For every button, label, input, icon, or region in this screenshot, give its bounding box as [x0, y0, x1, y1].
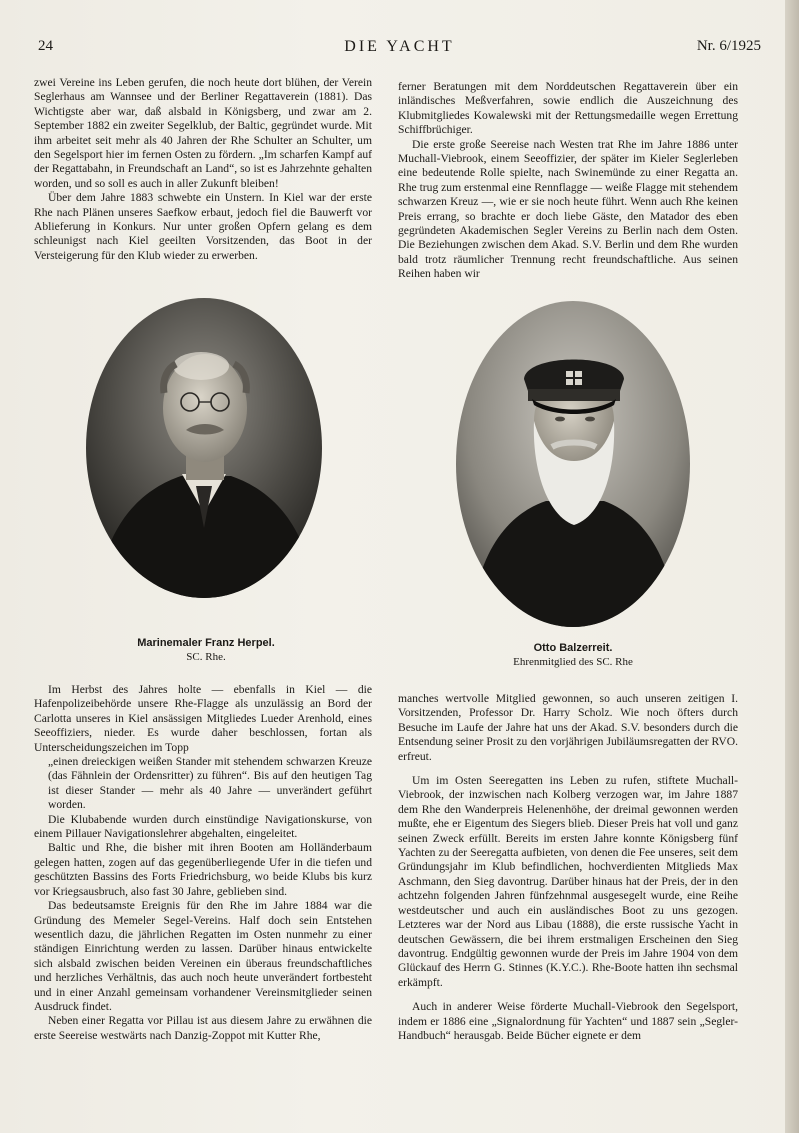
quote-paragraph: „einen dreieckigen weißen Stander mit stehendem schwarzen Kreuze (das Fähnlein der Ordensritter) zu führen“. Bis auf den heutigen Tag ist dieser Stander — mehr als 40 Jahre — unverändert geführt worden.: [48, 755, 372, 812]
paragraph: Auch in anderer Weise förderte Muchall-Viebrook den Segelsport, indem er 1886 eine „Signalordnung für Yachten“ und 1887 sein „Segler-Handbuch“ herausgab. Beide Bücher eignete er dem: [398, 1000, 738, 1042]
portrait-otto-balzerreit: [456, 301, 690, 627]
issue-number: Nr. 6/1925: [696, 38, 761, 54]
right-column-bottom: [398, 692, 738, 1043]
paragraph: ferner Beratungen mit dem Norddeutschen Regattaverein über ein inländisches Meßverfahren, sowie endlich die Auszeichnung des Klubmitgliedes Kowalewski mit der Rettungsmedaille wegen Errettung Schiffbrüchiger.: [398, 80, 738, 137]
left-column-top: [34, 76, 372, 263]
journal-title: DIE YACHT: [344, 38, 455, 55]
paragraph: manches wertvolle Mitglied gewonnen, so auch unseren zeitigen I. Vorsitzenden, Professor Dr. Harry Scholz. Wie noch öfters durch Besuche im Laufe der Jahre hat uns der Akad. S.V. besonders durch die Entsendung seiner Prosit zu den vorjährigen Jubiläumsregatten der RVO. erfreut.: [398, 692, 738, 763]
paragraph: Baltic und Rhe, die bisher mit ihren Booten am Holländerbaum gelegen hatten, zogen auf das gegenüberliegende Ufer in die tiefen und geschützten Bassins des Forts Friedrichsburg, wo beide Klubs bis kurz vor Kriegsausbruch, also fast 30 Jahre, geblieben sind.: [34, 841, 372, 898]
paragraph: Über dem Jahre 1883 schwebte ein Unstern. In Kiel war der erste Rhe nach Plänen unseres Saefkow erbaut, jedoch fiel die Bauwerft vor Ablieferung in Konkurs. Nur unter großen Opfern gelang es dem schleunigst nach Kiel geeilten Vorsitzenden, das Boot in der Versteigerung für den Klub wieder zu erwerben.: [34, 191, 372, 262]
paragraph: Um im Osten Seeregatten ins Leben zu rufen, stiftete Muchall-Viebrook, der inzwischen nach Kolberg verzogen war, im Jahre 1887 dem Rhe den Wanderpreis Helenenhöhe, der dreimal gewonnen werden mußte, ehe er Eigentum des Siegers blieb. Dieser Preis hat voll und ganz seinen Zweck erfüllt. Bereits im ersten Jahre konnte Königsberg fünf Yachten zu der Seeregatta aufbieten, von denen die Fee unseres, seit dem Gründungsjahr im Klub befindlichen, hochverdienten Mitglieds Max Aschmann, den Sieg davontrug. Darüber hinaus hat der Preis, der in den achtzehn folgenden Jahren fünfzehnmal ausgesegelt wurde, eine Reihe westdeutscher und auch ein ausländisches Boot zu uns gezogen. Letzteres war der Nord aus Libau (1888), die erste russische Yacht in deutschen Gewässern, die bei ihrem erstmaligen Erscheinen den Sieg davontrug. Endgültig gewonnen wurde der Preis im Jahre 1904 von dem Glückauf des Herrn G. Stinnes (K.Y.C.). Rhe-Boote hatten ihn sechsmal erkämpft.: [398, 774, 738, 989]
caption-name: Otto Balzerreit.: [533, 642, 613, 654]
left-column-bottom: [34, 683, 372, 1043]
page-number: 24: [38, 38, 53, 54]
caption-right: [466, 641, 680, 669]
paragraph: Die Klubabende wurden durch einstündige Navigationskurse, von einem Pillauer Navigationslehrer abgehalten, eingeleitet.: [34, 812, 372, 841]
paragraph: Die erste große Seereise nach Westen trat Rhe im Jahre 1886 unter Muchall-Viebrook, einem Seeoffizier, der später im Kieler Seglerleben eine bedeutende Rolle spielte, nach Swinemünde zu einer Regatta an. Rhe trug zum erstenmal eine Rennflagge — weiße Flagge mit stehendem schwarzen Kreuz —, wie er sie noch heute führt. Wenn auch Rhe keinen Preis errang, so brachte er doch liebe Gäste, den Matador des eben gegründeten Akademischen Segler Vereins zu Berlin nach dem Osten. Die Beziehungen zwischen dem Akad. S.V. Berlin und dem Rhe wurden bald trotz räumlicher Trennung recht freundschaftliche. Aus seinen Reihen haben wir: [398, 137, 738, 281]
paragraph: Das bedeutsamste Ereignis für den Rhe im Jahre 1884 war die Gründung des Memeler Segel-Vereins. Half doch sein Entstehen wesentlich dazu, die jährlichen Regatten im Osten nunmehr zu einer ständigen Einrichtung werden zu lassen. Darüber hinaus entwickelte sich alsbald zwischen beiden Vereinen ein überaus freundschaftliches und herzliches Verhältnis, das auch noch heute unverändert fortbesteht und in einer Anzahl gemeinsam vorhandener Vereinsmitglieder seinen Ausdruck findet.: [34, 899, 372, 1013]
paragraph: Im Herbst des Jahres holte — ebenfalls in Kiel — die Hafenpolizeibehörde unsere Rhe-Flagge als unzulässig an Bord der Carlotta unseres in Kiel ansässigen Mitgliedes Lueder Arenhold, eines Seeoffiziers, nieder. Es wurde daher beschlossen, fortan als Unterscheidungszeichen im Topp: [34, 683, 372, 754]
caption-left: [96, 636, 316, 664]
page-header: [38, 38, 761, 62]
caption-name: Marinemaler Franz Herpel.: [137, 637, 275, 649]
caption-subtitle: SC. Rhe.: [186, 651, 226, 663]
portrait-franz-herpel: [86, 298, 322, 598]
right-column-top: [398, 80, 738, 282]
page-edge: [785, 0, 799, 1133]
paragraph: Neben einer Regatta vor Pillau ist aus diesem Jahre zu erwähnen die erste Seereise westwärts nach Danzig-Zoppot mit Kutter Rhe,: [34, 1014, 372, 1042]
paragraph: zwei Vereine ins Leben gerufen, die noch heute dort blühen, der Verein Seglerhaus am Wannsee und der Berliner Regattaverein (1881). Das Wichtigste aber war, daß alsbald in Königsberg, und zwar am 2. September 1882 ein zweiter Segelklub, der Baltic, gegründet wurde. Mit ihm arbeitet seit mehr als 40 Jahren der Rhe Schulter an Schulter, um den Segelsport hier im fernen Osten zu fördern. „Im scharfen Kampf auf der Regattabahn, in Freundschaft an Land“, so ist es Jahrzehnte gehalten worden, und so soll es auch in aller Zukunft bleiben!: [34, 76, 372, 190]
caption-subtitle: Ehrenmitglied des SC. Rhe: [513, 656, 633, 668]
